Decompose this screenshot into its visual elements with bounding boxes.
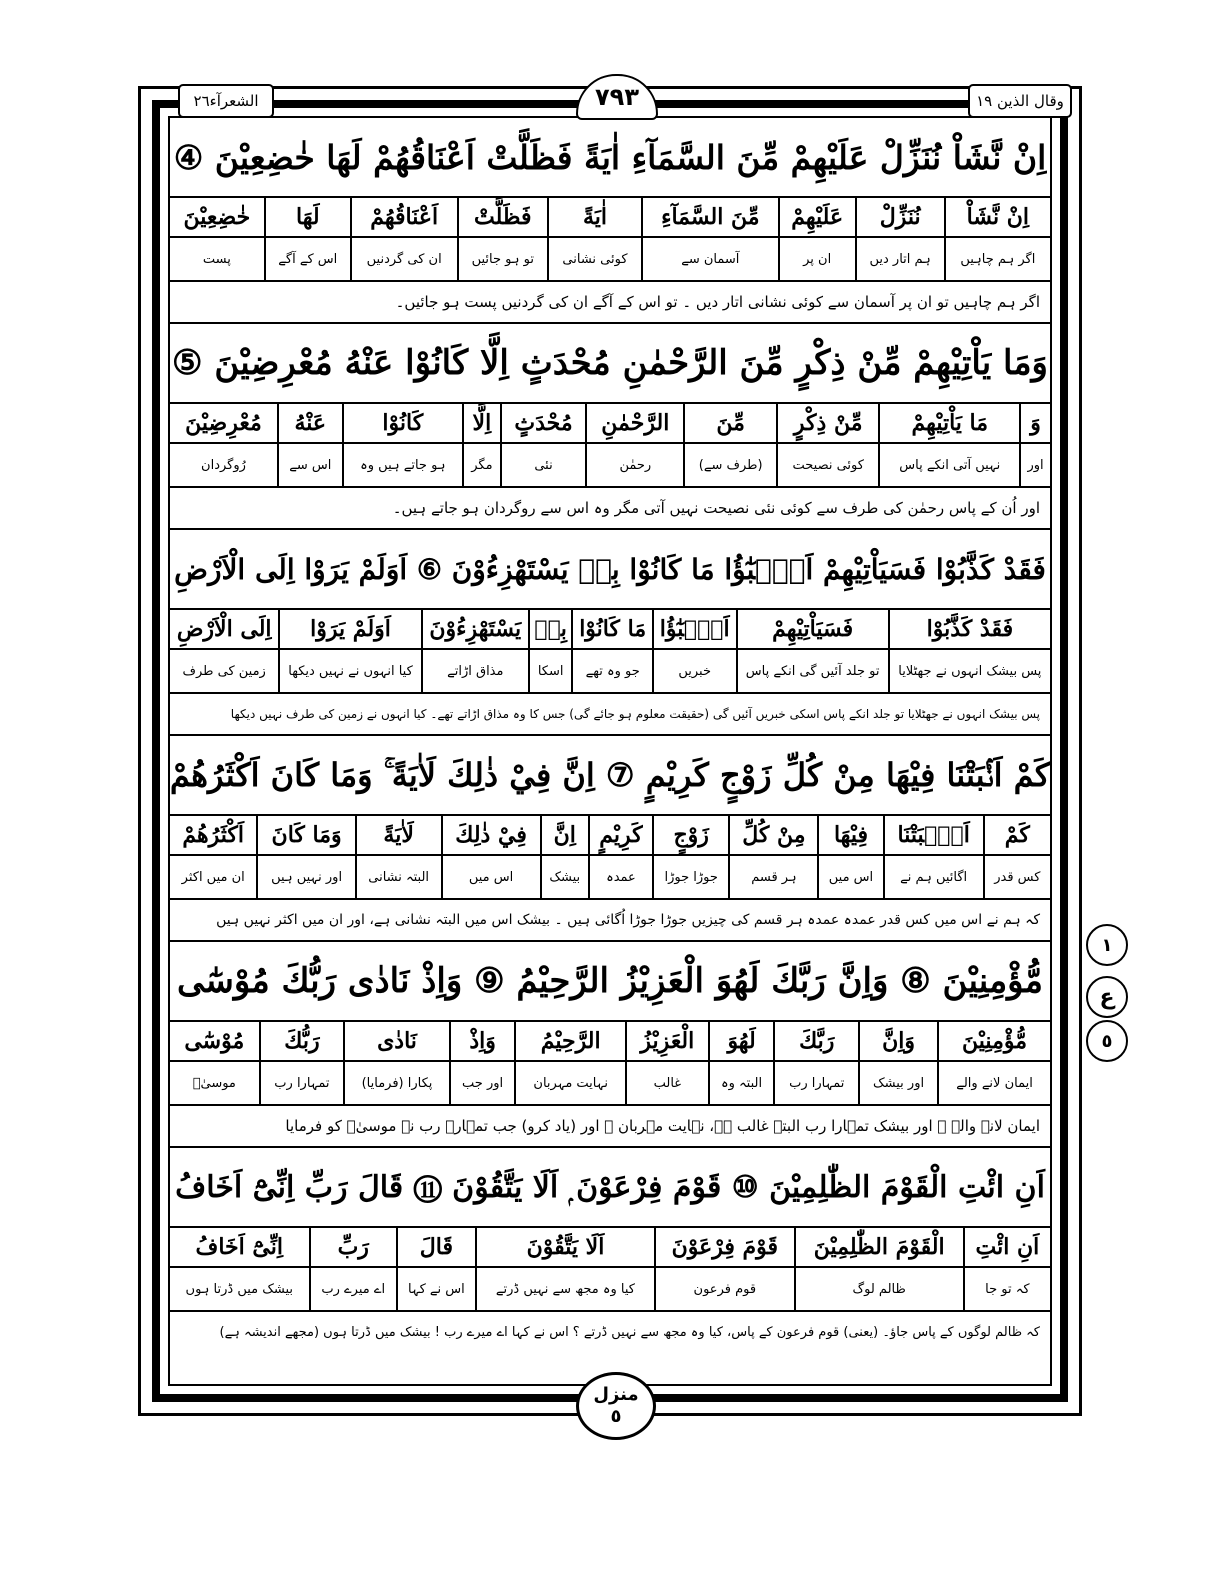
word-by-word-table <box>170 198 1050 282</box>
urdu-word-meaning: اور جب <box>450 1061 516 1105</box>
arabic-word: الرَّحِيْمُ <box>515 1022 626 1061</box>
verse-section <box>170 530 1050 736</box>
urdu-translation: کہ ظالم لوگوں کے پاس جاؤ۔ (یعنی) قوم فرعون کے پاس، کیا وہ مجھ سے نہیں ڈرتے ؟ اس نے کہا اے میرے رب ! بیشک میں ڈرتا ہوں (مجھے اندیشہ ہے) <box>219 1324 1040 1340</box>
arabic-word: كَمْ <box>984 816 1050 855</box>
urdu-word-meaning: عمدہ <box>589 855 653 899</box>
word-by-word-table <box>170 816 1050 900</box>
arabic-word: مُحْدَثٍ <box>501 404 586 443</box>
urdu-word-meaning: تو ہو جائیں <box>458 237 548 281</box>
urdu-word-meaning: ہم اتار دیں <box>856 237 945 281</box>
arabic-word: مِّنَ <box>684 404 777 443</box>
urdu-word-meaning: اگائیں ہم نے <box>884 855 984 899</box>
urdu-translation: پس بیشک انہوں نے جھٹلایا تو جلد انکے پاس اسکی خبریں آئیں گی (حقیقت معلوم ہو جائے گی) جس کا وہ مذاق اڑاتے تھے۔ کیا انہوں نے زمین کی طرف نہیں دیکھا <box>170 694 1050 736</box>
urdu-word-meaning: اگر ہم چاہیں <box>945 237 1050 281</box>
urdu-word-meaning: رُوگردان <box>170 443 278 487</box>
arabic-word: نُنَزِّلْ <box>856 198 945 237</box>
arabic-word: اَنْۢبَتْنَا <box>884 816 984 855</box>
arabic-word: كَرِيْمٍ <box>589 816 653 855</box>
urdu-word-meaning: البتہ نشانی <box>356 855 442 899</box>
word-by-word-table <box>170 1022 1050 1106</box>
arabic-word: قَالَ <box>397 1228 476 1267</box>
verse-section <box>170 942 1050 1148</box>
ruku-marker-top: ١ <box>1086 924 1128 966</box>
urdu-word-meaning: کہ تو جا <box>964 1267 1050 1311</box>
urdu-word-meaning: کوئی نشانی <box>548 237 642 281</box>
arabic-word: الْقَوْمَ الظّٰلِمِيْنَ <box>795 1228 964 1267</box>
arabic-word: نَادٰى <box>344 1022 449 1061</box>
verse-section <box>170 736 1050 942</box>
arabic-word: عَنْهُ <box>278 404 343 443</box>
arabic-word: اِلَّا <box>463 404 501 443</box>
urdu-word-meaning: ایمان لانے والے <box>938 1061 1050 1105</box>
arabic-word: فِيْهَا <box>818 816 883 855</box>
urdu-word-meaning: ان میں اکثر <box>170 855 257 899</box>
ruku-marker-bottom: ٥ <box>1086 1020 1128 1062</box>
arabic-word: مُعْرِضِيْنَ <box>170 404 278 443</box>
urdu-word-meaning: کیا وہ مجھ سے نہیں ڈرتے <box>476 1267 655 1311</box>
manzil-number: ٥ <box>610 1406 622 1427</box>
arabic-word: اَكْثَرُهُمْ <box>170 816 257 855</box>
urdu-word-meaning: ہو جاتے ہیں وہ <box>343 443 463 487</box>
arabic-word: فِيْ ذٰلِكَ <box>442 816 541 855</box>
arabic-word: وَاِنَّ <box>859 1022 938 1061</box>
urdu-word-meaning: نہایت مہربان <box>515 1061 626 1105</box>
arabic-word: اِنْ نَّشَاْ <box>945 198 1050 237</box>
urdu-word-meaning: بیشک <box>541 855 589 899</box>
urdu-word-meaning: پکارا (فرمایا) <box>344 1061 449 1105</box>
arabic-word: مُوْسٰٓى <box>170 1022 260 1061</box>
arabic-word: رَبُّكَ <box>260 1022 345 1061</box>
arabic-word: اَعْنَاقُهُمْ <box>351 198 458 237</box>
arabic-word: رَبَّكَ <box>774 1022 859 1061</box>
urdu-word-meaning: (طرف سے) <box>684 443 777 487</box>
arabic-word: مِنْ كُلِّ <box>729 816 818 855</box>
surah-name-header: الشعرآء٢٦ <box>178 84 274 118</box>
urdu-word-meaning: پس بیشک انہوں نے جھٹلایا <box>889 649 1050 693</box>
urdu-word-meaning: زمین کی طرف <box>170 649 279 693</box>
urdu-word-meaning: تمہارا رب <box>774 1061 859 1105</box>
arabic-verse: اَنِ ائْتِ الْقَوْمَ الظّٰلِمِيْنَ ⑩ قَوْمَ فِرْعَوْنَ ۭ اَلَا يَتَّقُوْنَ ⑪ قَالَ رَبِّ اِنِّىْٓ اَخَافُ <box>170 1148 1050 1228</box>
urdu-word-meaning: اس میں <box>818 855 883 899</box>
arabic-word: وَمَا كَانَ <box>257 816 355 855</box>
arabic-word: اٰيَةً <box>548 198 642 237</box>
urdu-word-meaning: اور بیشک <box>859 1061 938 1105</box>
arabic-word: اَلَا يَتَّقُوْنَ <box>476 1228 655 1267</box>
urdu-word-meaning: اس میں <box>442 855 541 899</box>
arabic-verse: اِنْ نَّشَاْ نُنَزِّلْ عَلَيْهِمْ مِّنَ السَّمَآءِ اٰيَةً فَظَلَّتْ اَعْنَاقُهُمْ لَهَا خٰضِعِيْنَ ④ <box>170 118 1050 198</box>
arabic-word: اَنِ ائْتِ <box>964 1228 1050 1267</box>
arabic-word: يَسْتَهْزِءُوْنَ <box>422 610 529 649</box>
verse-section <box>170 324 1050 530</box>
urdu-word-meaning: خبریں <box>653 649 737 693</box>
urdu-word-meaning: نہیں آتی انکے پاس <box>879 443 1020 487</box>
arabic-verse: وَمَا يَاْتِيْهِمْ مِّنْ ذِكْرٍ مِّنَ الرَّحْمٰنِ مُحْدَثٍ اِلَّا كَانُوْا عَنْهُ مُعْرِضِيْنَ ⑤ <box>170 324 1050 404</box>
urdu-translation: ایمان لانے والے ۔ اور بیشک تمہارا رب البتہ غالب ہے، نہایت مہربان ۔ اور (یاد کرو) جب تمہارے رب نے موسیٰؑ کو فرمایا <box>170 1106 1050 1148</box>
urdu-word-meaning: البتہ وہ <box>709 1061 775 1105</box>
arabic-word: وَ <box>1020 404 1050 443</box>
urdu-word-meaning: اس سے <box>278 443 343 487</box>
arabic-verse: كَمْ اَنْۢبَتْنَا فِيْهَا مِنْ كُلِّ زَوْجٍ كَرِيْمٍ ⑦ اِنَّ فِيْ ذٰلِكَ لَاٰيَةً ۚ وَمَا كَانَ اَكْثَرُهُمْ <box>170 736 1050 816</box>
urdu-word-meaning: بیشک میں ڈرتا ہوں <box>170 1267 310 1311</box>
juz-name-header: وقال الذین ١٩ <box>968 84 1072 118</box>
urdu-word-meaning: موسیٰؑ <box>170 1061 260 1105</box>
arabic-word: خٰضِعِيْنَ <box>170 198 265 237</box>
urdu-word-meaning: ظالم لوگ <box>795 1267 964 1311</box>
arabic-word: كَانُوْا <box>343 404 463 443</box>
urdu-word-meaning: جوڑا جوڑا <box>653 855 730 899</box>
arabic-word: فَسَيَاْتِيْهِمْ <box>737 610 889 649</box>
urdu-word-meaning: ہر قسم <box>729 855 818 899</box>
arabic-word: لَهَا <box>265 198 351 237</box>
arabic-word: مِّنَ السَّمَآءِ <box>642 198 779 237</box>
urdu-word-meaning: آسمان سے <box>642 237 779 281</box>
urdu-word-meaning: نئی <box>501 443 586 487</box>
arabic-word: اِنِّىْٓ اَخَافُ <box>170 1228 310 1267</box>
arabic-word: رَبِّ <box>310 1228 397 1267</box>
arabic-word: مَا يَاْتِيْهِمْ <box>879 404 1020 443</box>
urdu-word-meaning: پست <box>170 237 265 281</box>
page-content <box>170 118 1050 1352</box>
urdu-word-meaning: اس کے آگے <box>265 237 351 281</box>
urdu-word-meaning: تمہارا رب <box>260 1061 345 1105</box>
arabic-word: اَنْۢبٰٓؤُا <box>653 610 737 649</box>
arabic-word: لَاٰيَةً <box>356 816 442 855</box>
word-by-word-table <box>170 404 1050 488</box>
arabic-word: مَا كَانُوْا <box>572 610 652 649</box>
arabic-word: قَوْمَ فِرْعَوْنَ <box>655 1228 795 1267</box>
urdu-word-meaning: تو جلد آئیں گی انکے پاس <box>737 649 889 693</box>
urdu-translation: کہ ہم نے اس میں کس قدر عمدہ عمدہ ہر قسم کی چیزیں جوڑا جوڑا اُگائی ہیں ۔ بیشک اس میں البتہ نشانی ہے، اور ان میں اکثر نہیں ہیں <box>170 900 1050 942</box>
arabic-word: اِنَّ <box>541 816 589 855</box>
arabic-word: زَوْجٍ <box>653 816 730 855</box>
urdu-translation: اگر ہم چاہیں تو ان پر آسمان سے کوئی نشانی اتار دیں ۔ تو اس کے آگے ان کی گردنیں پست ہو جائیں۔ <box>170 282 1050 324</box>
arabic-word: اَوَلَمْ يَرَوْا <box>279 610 421 649</box>
arabic-word: الرَّحْمٰنِ <box>586 404 684 443</box>
urdu-word-meaning: اس نے کہا <box>397 1267 476 1311</box>
urdu-word-meaning: اور نہیں ہیں <box>257 855 355 899</box>
ruku-marker-symbol: ع <box>1086 976 1128 1018</box>
urdu-translation: اور اُن کے پاس رحمٰن کی طرف سے کوئی نئی نصیحت نہیں آتی مگر وہ اس سے روگردان ہو جاتے ہیں۔ <box>170 488 1050 530</box>
urdu-word-meaning: کیا انہوں نے نہیں دیکھا <box>279 649 421 693</box>
arabic-word: مُّؤْمِنِيْنَ <box>938 1022 1050 1061</box>
page-number: ٧٩٣ <box>576 74 658 120</box>
arabic-word: فَظَلَّتْ <box>458 198 548 237</box>
word-by-word-table <box>170 1228 1050 1312</box>
word-by-word-table <box>170 610 1050 694</box>
verse-section <box>170 118 1050 324</box>
verse-section <box>170 1148 1050 1352</box>
arabic-word: فَقَدْ كَذَّبُوْا <box>889 610 1050 649</box>
arabic-verse: فَقَدْ كَذَّبُوْا فَسَيَاْتِيْهِمْ اَنْۢبٰٓؤُا مَا كَانُوْا بِهٖ يَسْتَهْزِءُوْنَ ⑥ اَوَلَمْ يَرَوْا اِلَى الْاَرْضِ <box>170 530 1050 610</box>
urdu-word-meaning: ان کی گردنیں <box>351 237 458 281</box>
urdu-word-meaning: ان پر <box>779 237 856 281</box>
urdu-word-meaning: اسکا <box>529 649 573 693</box>
arabic-word: عَلَيْهِمْ <box>779 198 856 237</box>
urdu-word-meaning: کوئی نصیحت <box>777 443 880 487</box>
arabic-word: الْعَزِيْزُ <box>626 1022 709 1061</box>
arabic-word: مِّنْ ذِكْرٍ <box>777 404 880 443</box>
urdu-word-meaning: اور <box>1020 443 1050 487</box>
manzil-label: منزل <box>593 1384 639 1405</box>
urdu-word-meaning: جو وہ تھے <box>572 649 652 693</box>
urdu-word-meaning: رحمٰن <box>586 443 684 487</box>
arabic-verse: مُّؤْمِنِيْنَ ⑧ وَاِنَّ رَبَّكَ لَهُوَ الْعَزِيْزُ الرَّحِيْمُ ⑨ وَاِذْ نَادٰى رَبُّكَ مُوْسٰٓى <box>170 942 1050 1022</box>
arabic-word: اِلَى الْاَرْضِ <box>170 610 279 649</box>
arabic-word: وَاِذْ <box>450 1022 516 1061</box>
urdu-word-meaning: قوم فرعون <box>655 1267 795 1311</box>
arabic-word: بِهٖ <box>529 610 573 649</box>
urdu-word-meaning: مذاق اڑاتے <box>422 649 529 693</box>
urdu-word-meaning: اے میرے رب <box>310 1267 397 1311</box>
urdu-word-meaning: مگر <box>463 443 501 487</box>
arabic-word: لَهُوَ <box>709 1022 775 1061</box>
urdu-word-meaning: کس قدر <box>984 855 1050 899</box>
urdu-word-meaning: غالب <box>626 1061 709 1105</box>
manzil-badge <box>576 1372 656 1440</box>
